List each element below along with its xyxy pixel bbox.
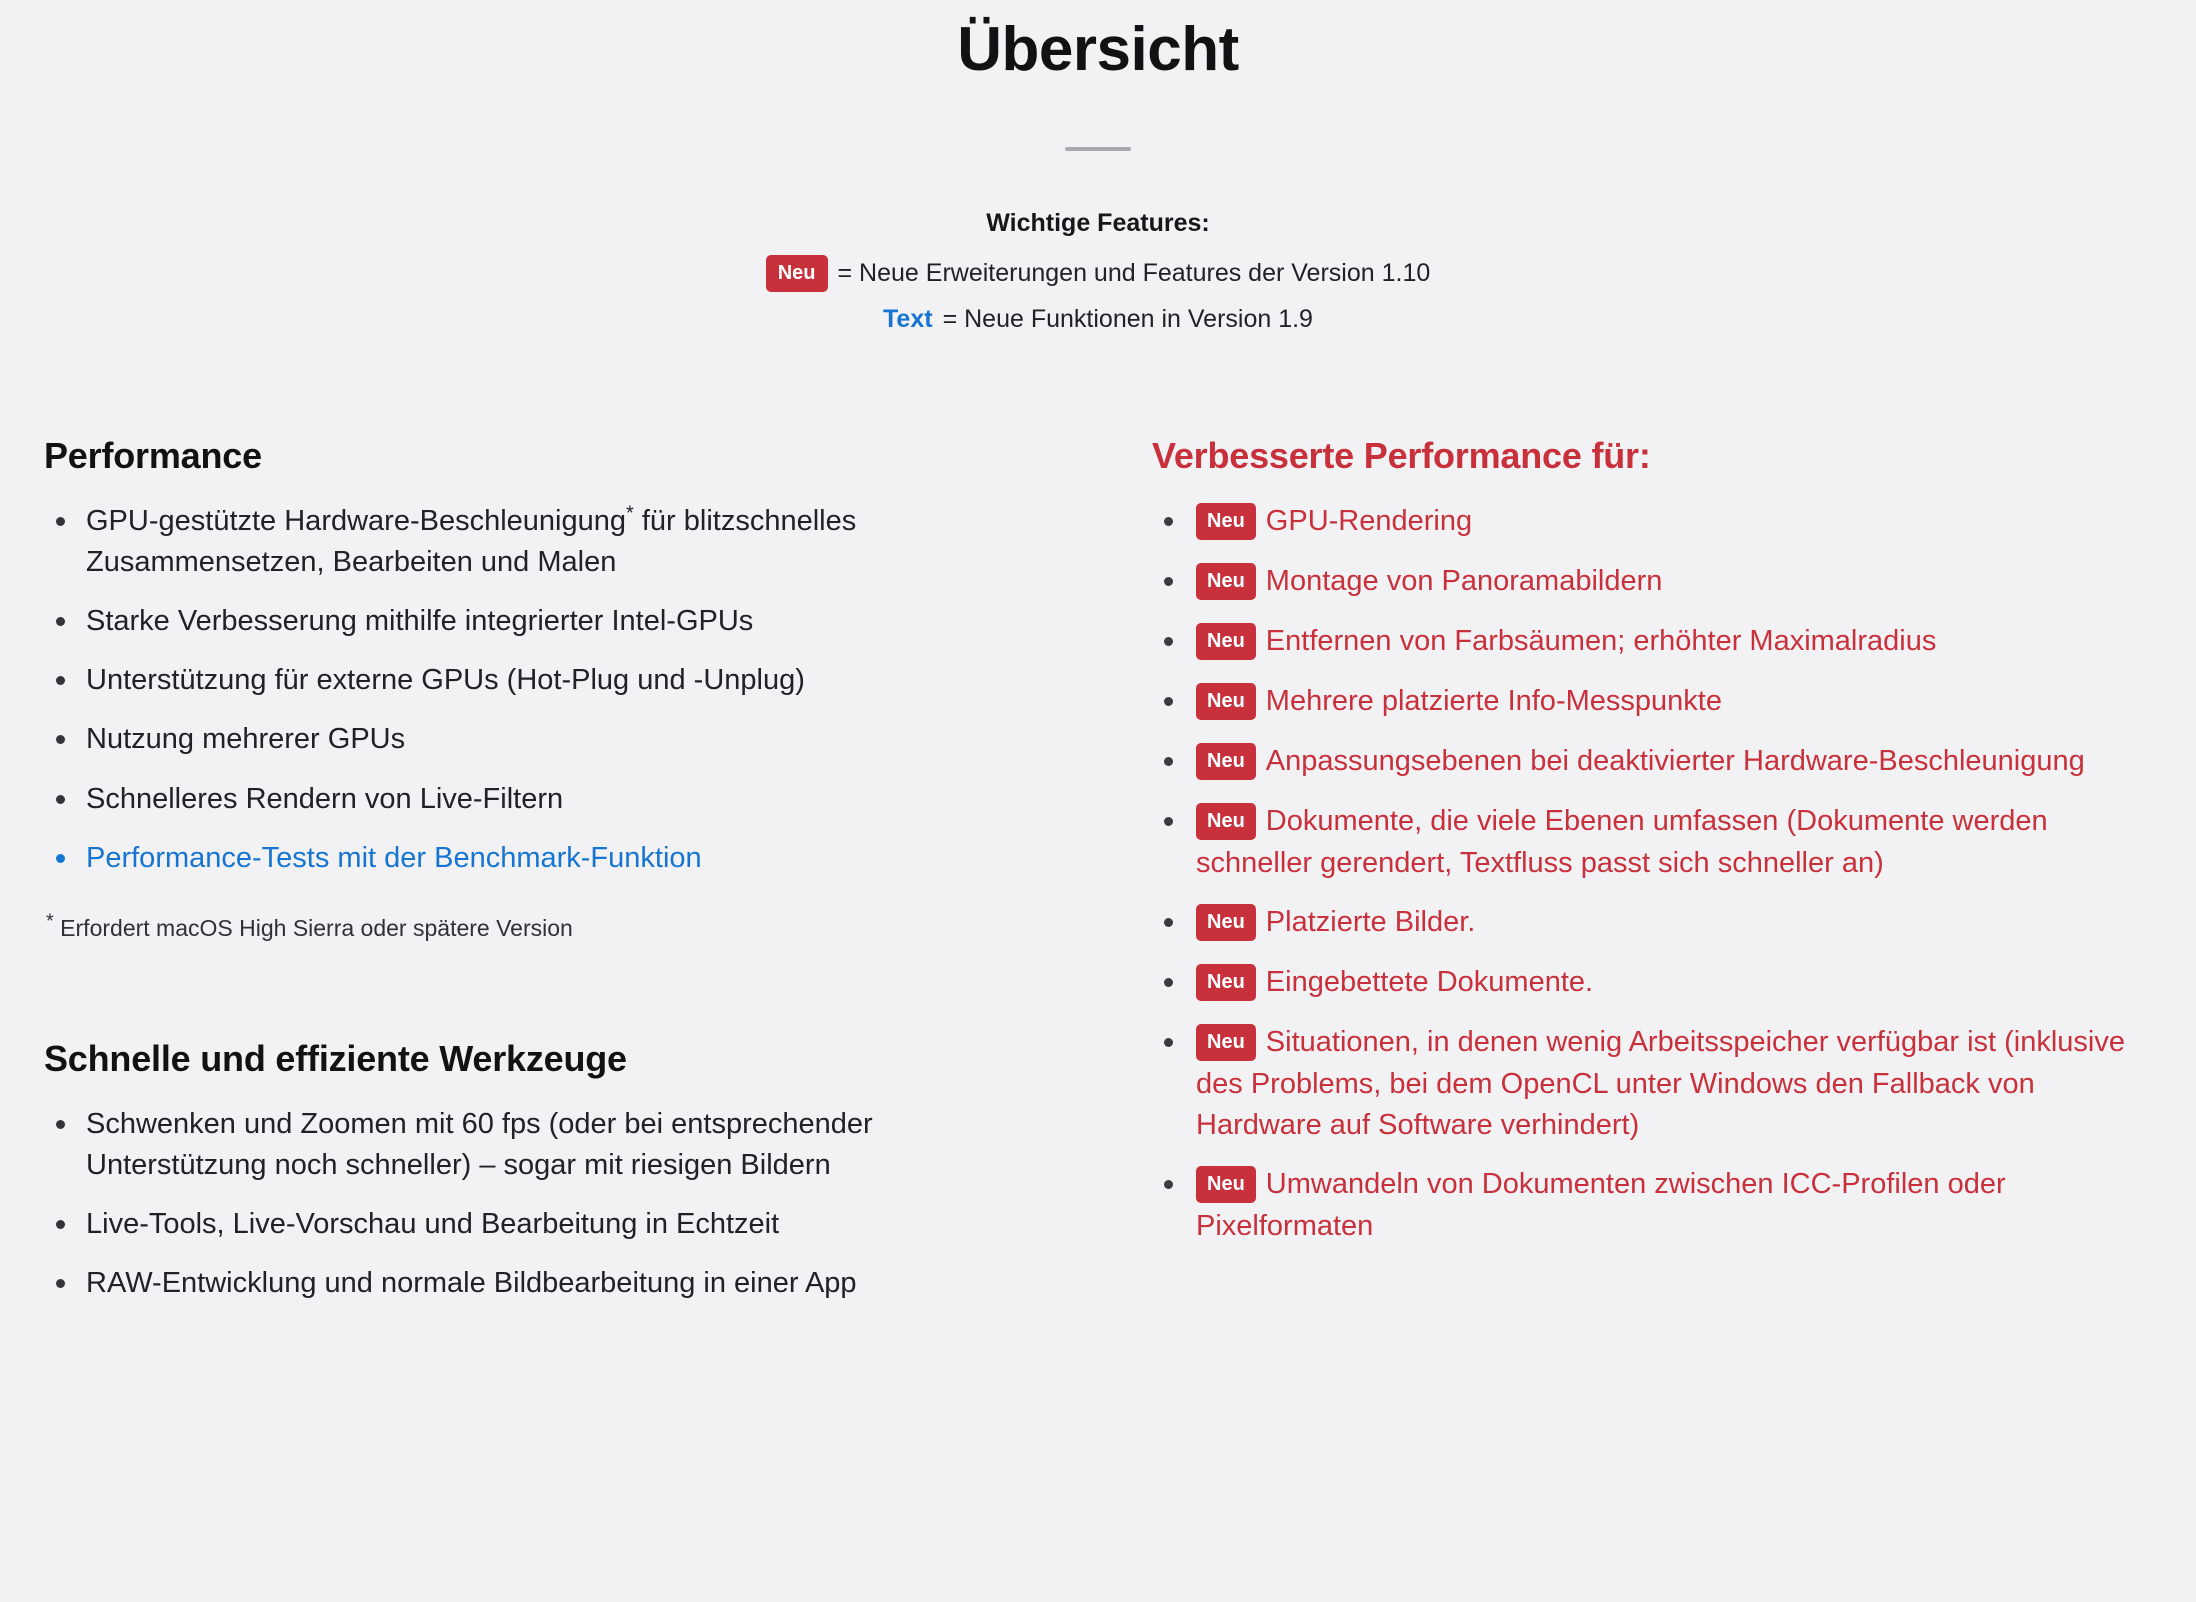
list-item-text: GPU-Rendering — [1265, 504, 1473, 537]
list-item-text: Schwenken und Zoomen mit 60 fps (oder bei entsprechender Unterstützung noch schneller) – sogar mit riesigen Bildern — [86, 1107, 873, 1182]
legend-row-blue — [44, 300, 2152, 339]
footnote-marker: * — [626, 502, 634, 525]
list-item-text: GPU-gestützte Hardware-Beschleunigung — [86, 504, 626, 537]
list-item — [1152, 561, 2152, 603]
list-item-text: Entfernen von Farbsäumen; erhöhter Maximalradius — [1265, 624, 1937, 657]
tools-list — [44, 1104, 1044, 1305]
improved-performance-list — [1152, 501, 2152, 1248]
content-columns — [44, 435, 2152, 1323]
list-item — [1152, 801, 2152, 884]
list-item-text: Platzierte Bilder. — [1265, 905, 1476, 938]
list-item-text: Unterstützung für externe GPUs (Hot-Plug und -Unplug) — [86, 664, 805, 697]
footnote — [44, 910, 1044, 942]
page-title: Übersicht — [957, 15, 1239, 84]
list-item — [44, 660, 1044, 701]
list-item-benchmark[interactable] — [44, 838, 1044, 879]
legend-blue-text: = Neue Funktionen in Version 1.9 — [942, 305, 1313, 333]
list-item-text: Umwandeln von Dokumenten zwischen ICC-Profilen oder Pixelformaten — [1196, 1168, 2006, 1243]
list-item-text: Situationen, in denen wenig Arbeitsspeicher verfügbar ist (inklusive des Problems, bei dem OpenCL unter Windows den Fallback von Hardware auf Software verhindert) — [1196, 1025, 2126, 1142]
list-item — [44, 501, 1044, 583]
legend-neu-badge: Neu — [766, 255, 828, 292]
list-item-text: Mehrere platzierte Info-Messpunkte — [1265, 684, 1722, 717]
neu-badge: Neu — [1196, 904, 1256, 941]
list-item — [1152, 1164, 2152, 1247]
footnote-text: Erfordert macOS High Sierra oder spätere Version — [53, 914, 573, 941]
neu-badge: Neu — [1196, 623, 1256, 660]
list-item — [1152, 962, 2152, 1004]
list-item — [44, 1104, 1044, 1186]
list-item — [44, 1263, 1044, 1304]
title-divider — [1065, 147, 1131, 151]
list-item — [1152, 902, 2152, 944]
document-page — [0, 6, 2196, 1323]
neu-badge: Neu — [1196, 1166, 1256, 1203]
left-column — [44, 435, 1044, 1323]
legend-block — [44, 209, 2152, 339]
section-title-tools: Schnelle und effiziente Werkzeuge — [44, 1037, 627, 1079]
list-item — [44, 719, 1044, 760]
list-item-text-cont: für blitzschnelles Zusammensetzen, Bearbeiten und Malen — [86, 504, 857, 578]
list-item — [44, 601, 1044, 642]
neu-badge: Neu — [1196, 964, 1256, 1001]
list-item-text: Anpassungsebenen bei deaktivierter Hardware-Beschleunigung — [1265, 744, 2085, 777]
performance-list — [44, 501, 1044, 879]
neu-badge: Neu — [1196, 503, 1256, 540]
list-item-text: Dokumente, die viele Ebenen umfassen (Dokumente werden schneller gerendert, Textfluss passt sich schneller an) — [1196, 804, 2048, 879]
list-item-text: Starke Verbesserung mithilfe integrierter Intel-GPUs — [86, 605, 754, 638]
list-item — [44, 1204, 1044, 1245]
title-divider-wrapper — [44, 147, 2152, 151]
footnote-star: * — [46, 910, 54, 933]
right-column — [1152, 435, 2152, 1323]
legend-neu-text: = Neue Erweiterungen und Features der Version 1.10 — [837, 259, 1431, 287]
neu-badge: Neu — [1196, 803, 1256, 840]
legend-title: Wichtige Features: — [986, 209, 1210, 237]
list-item-text: Montage von Panoramabildern — [1265, 564, 1663, 597]
list-item-text: RAW-Entwicklung und normale Bildbearbeitung in einer App — [86, 1267, 857, 1300]
neu-badge: Neu — [1196, 683, 1256, 720]
list-item — [1152, 621, 2152, 663]
list-item-text: Performance-Tests mit der Benchmark-Funktion — [86, 841, 702, 874]
section-title-improved-performance: Verbesserte Performance für: — [1152, 434, 1651, 476]
list-item-text: Schnelleres Rendern von Live-Filtern — [86, 782, 564, 815]
neu-badge: Neu — [1196, 1024, 1256, 1061]
list-item-text: Eingebettete Dokumente. — [1265, 965, 1594, 998]
list-item-text: Nutzung mehrerer GPUs — [86, 723, 406, 756]
list-item — [44, 779, 1044, 820]
list-item — [1152, 741, 2152, 783]
list-item — [1152, 681, 2152, 723]
section-title-performance: Performance — [44, 434, 262, 476]
list-item — [1152, 1022, 2152, 1146]
neu-badge: Neu — [1196, 743, 1256, 780]
legend-blue-label: Text — [883, 305, 933, 333]
list-item-text: Live-Tools, Live-Vorschau und Bearbeitung in Echtzeit — [86, 1208, 780, 1241]
legend-row-new — [44, 254, 2152, 294]
list-item — [1152, 501, 2152, 543]
neu-badge: Neu — [1196, 563, 1256, 600]
